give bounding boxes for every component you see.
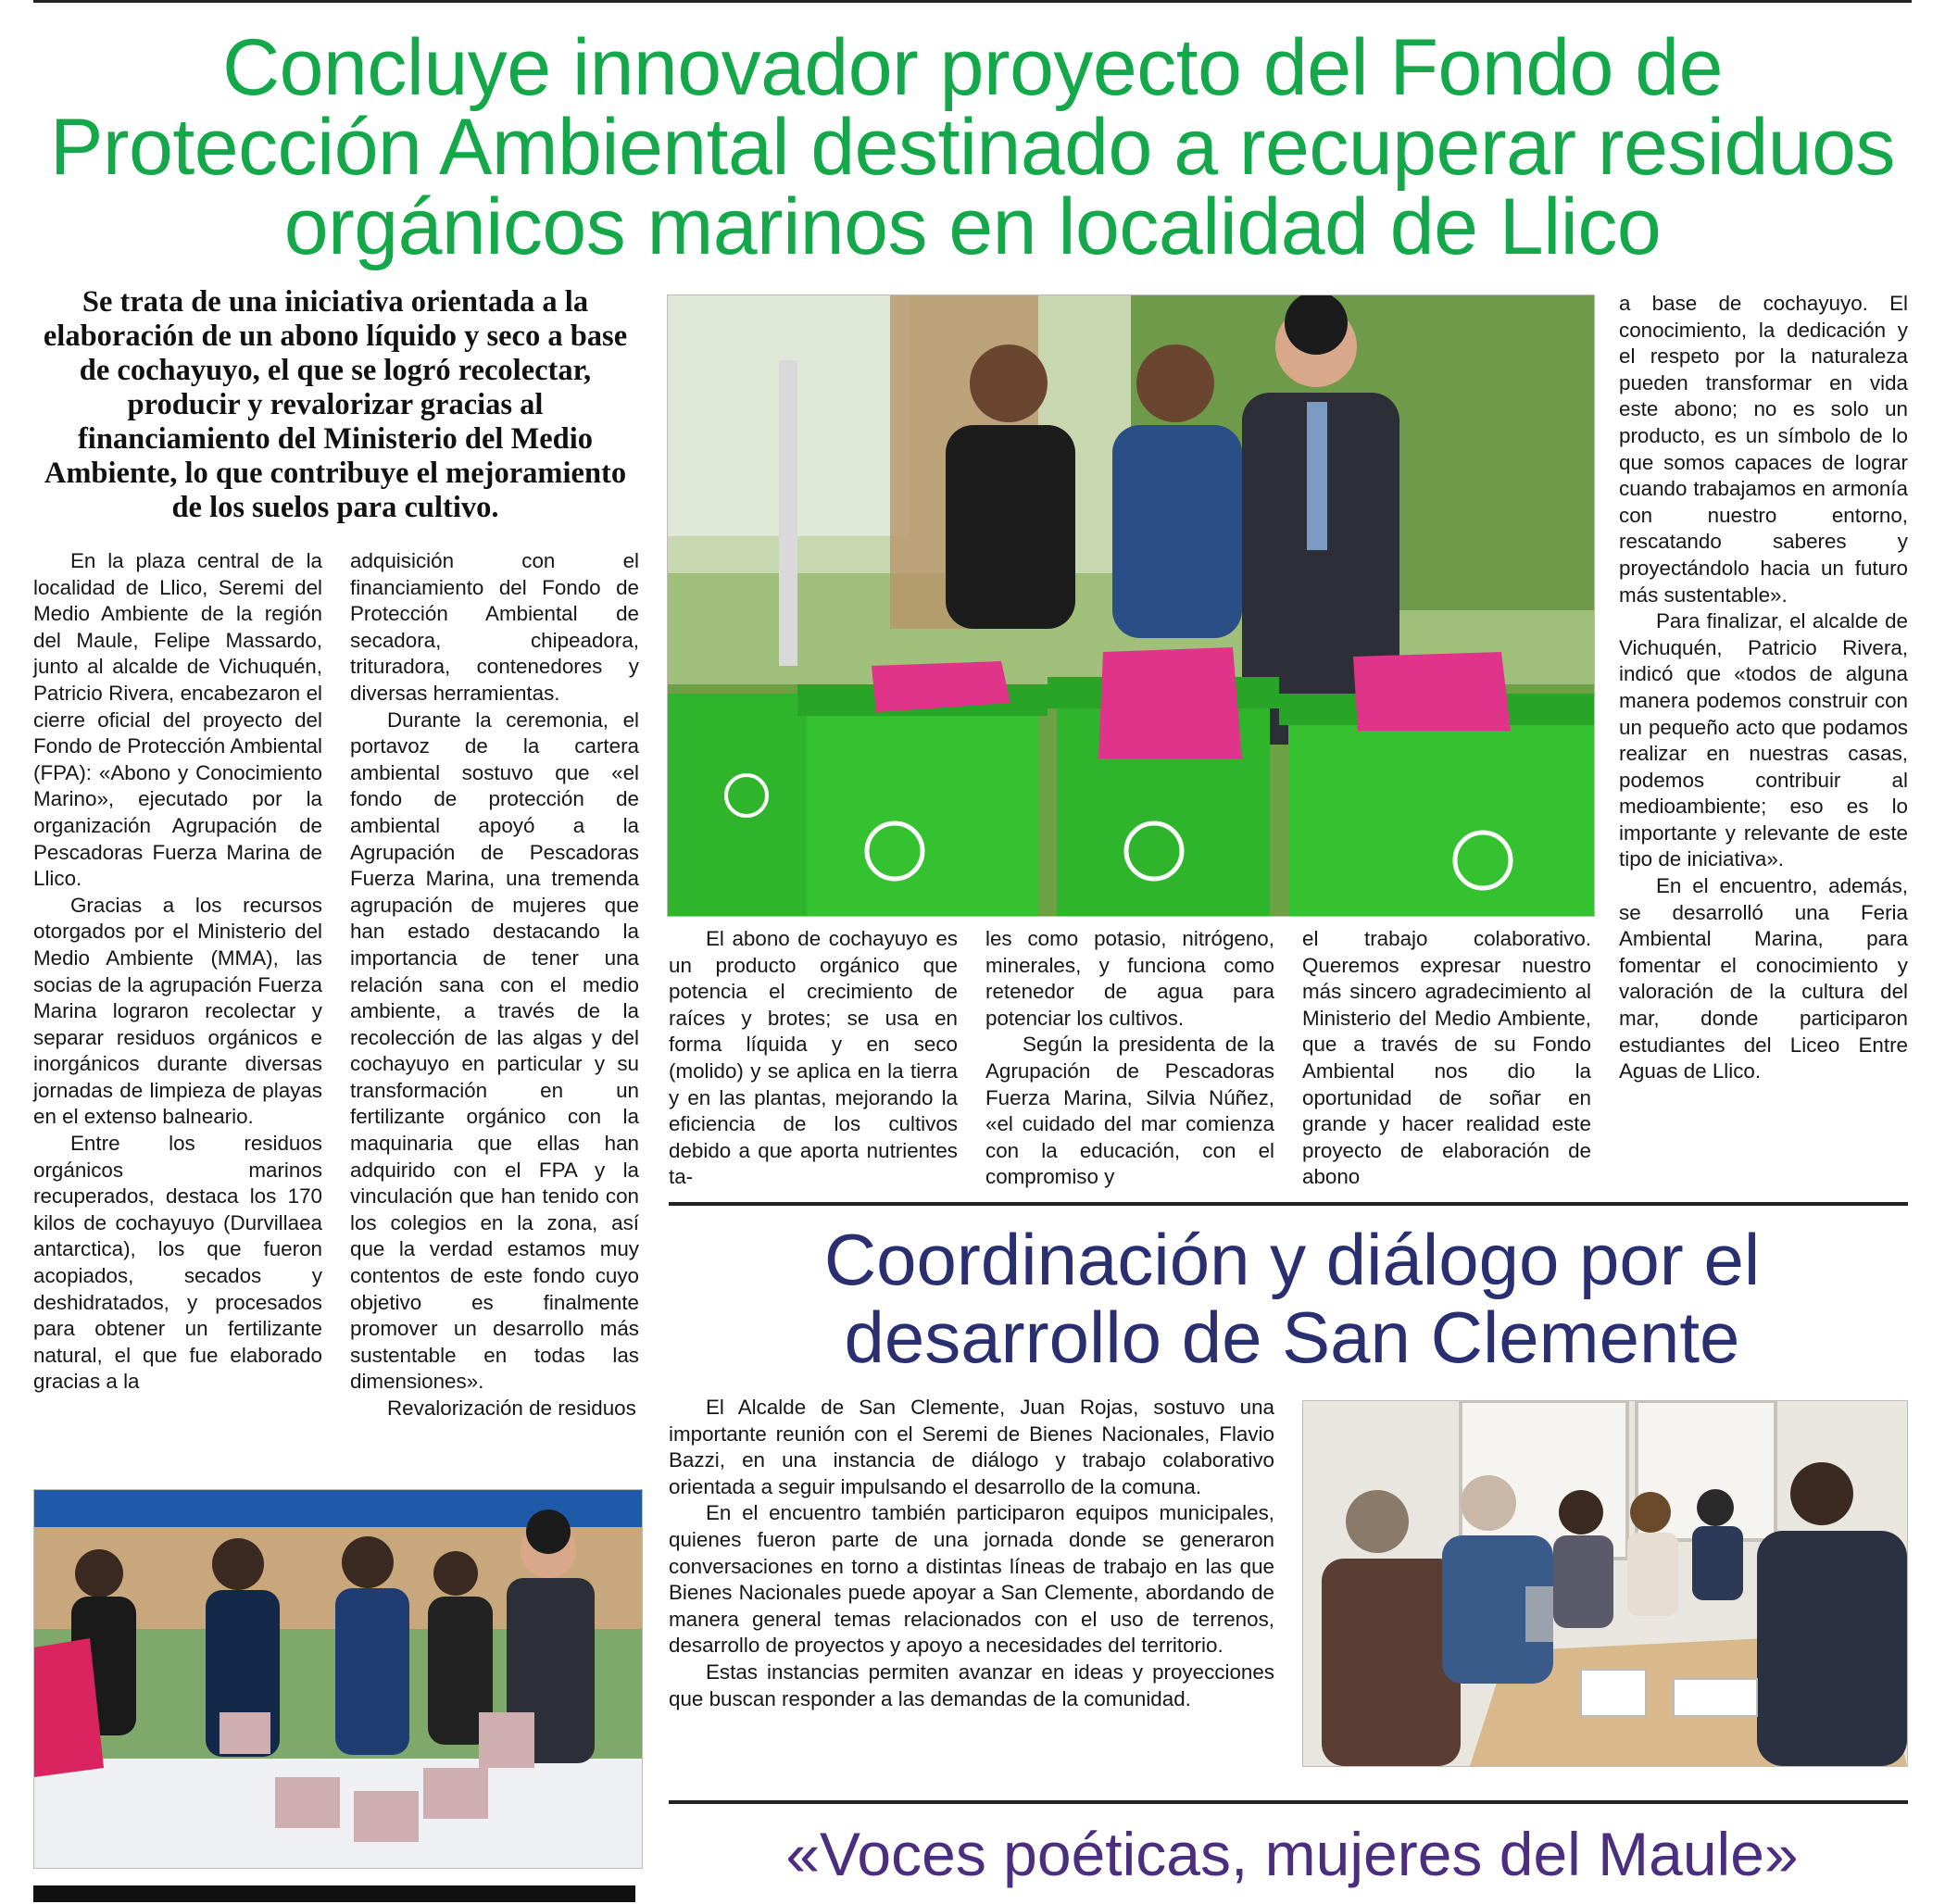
paragraph: Durante la ceremonia, el portavoz de la cartera ambiental sostuvo que «el fondo de protección de ambiental apoyó a la Agrupación de Pescadoras Fuerza Marina, una tremenda agrupación de mujeres que han estado destacando la importancia de tener una relación sana con el medio ambiente, a través de la recolección de las algas y del cochayuyo en particular y su transformación en un fertilizante orgánico con la maquinaria que ellas han adquirido con el FPA y la vinculación que han tenido con los colegios en la zona, así que la verdad estamos muy contentos de este fondo cuyo objetivo es finalmente promover un desarrollo más sustentable en todas las dimensiones». (350, 708, 639, 1394)
section-divider (669, 1202, 1908, 1206)
paragraph: Según la presidenta de la Agrupación de Pescadoras Fuerza Marina, Silvia Núñez, «el cuidado del mar comienza con la educación, con el compromiso y (985, 1033, 1274, 1189)
photo-product-bags (33, 1489, 643, 1869)
paragraph: Gracias a los recursos otorgados por el Ministerio del Medio Ambiente (MMA), las socias de la agrupación Fuerza Marina lograron recolectar y separar residuos orgánicos e inorgánicos durante diversas jornadas de limpieza de playas en el extenso balneario. (33, 893, 322, 1129)
article1-column-3 (669, 926, 958, 1191)
paragraph: adquisición con el financiamiento del Fondo de Protección Ambiental de secadora, chipeadora, trituradora, contenedores y diversas herramientas. (350, 549, 639, 705)
paragraph: El Alcalde de San Clemente, Juan Rojas, sostuvo una importante reunión con el Seremi de Bienes Nacionales, Flavio Bazzi, en una instancia de diálogo y trabajo colaborativo orientada a seguir impulsando el desarrollo de la comuna. (669, 1396, 1274, 1498)
article1-column-5 (1302, 926, 1591, 1191)
article2-headline: Coordinación y diálogo por el desarrollo de San Clemente (823, 1219, 1761, 1378)
section-divider (669, 1800, 1908, 1804)
photo-meeting (1302, 1400, 1908, 1767)
bottom-left-bar (33, 1885, 635, 1902)
article3-headline: «Voces poéticas, mujeres del Maule» (785, 1820, 1799, 1888)
article1-lead: Se trata de una iniciativa orientada a la elaboración de un abono líquido y seco a base de cochayuyo, el que se logró recolectar, producir y revalorizar gracias al financiamiento del Ministerio del Medio Ambiente, lo que contribuye el mejoramiento de los suelos para cultivo. (43, 285, 628, 524)
top-rule (33, 0, 1912, 3)
paragraph: En la plaza central de la localidad de Llico, Seremi del Medio Ambiente de la región del Maule, Felipe Massardo, junto al alcalde de Vichuquén, Patricio Rivera, encabezaron el cierre oficial del proyecto del Fondo de Protección Ambiental (FPA): «Abono y Conocimiento Marino», ejecutado por la organización Agrupación de Pescadoras Fuerza Marina de Llico. (33, 549, 322, 891)
paragraph: a base de cochayuyo. El conocimiento, la dedicación y el respeto por la naturaleza pueden transformar en vida este abono; no es solo un producto, es un símbolo de lo que somos capaces de lograr cuando trabajamos en armonía con nuestro entorno, rescatando saberes y proyectándolo hacia un futuro más sustentable». (1619, 292, 1908, 607)
article1-column-2 (350, 548, 639, 1422)
paragraph: el trabajo colaborativo. Queremos expresar nuestro más sincero agradecimiento al Ministerio del Medio Ambiente, que a través de su Fondo Ambiental nos dio la oportunidad de soñar en grande y hacer realidad este proyecto de elaboración de abono (1302, 927, 1591, 1189)
paragraph: Entre los residuos orgánicos marinos recuperados, destaca los 170 kilos de cochayuyo (Durvillaea antarctica), los que fueron acopiados, secados y deshidratados, y procesados para obtener un fertilizante natural, el que fue elaborado gracias a la (33, 1132, 322, 1394)
article1-headline: Concluye innovador proyecto del Fondo de Protección Ambiental destinado a recuperar residuos orgánicos marinos en localidad de Llico (50, 23, 1895, 271)
article1-column-4 (985, 926, 1274, 1191)
paragraph: El abono de cochayuyo es un producto orgánico que potencia el crecimiento de raíces y brotes; se usa en forma líquida y en seco (molido) y se aplica en la tierra y en las plantas, mejorando la eficiencia de los cultivos debido a que aporta nutrientes ta- (669, 927, 958, 1189)
article1-column-6 (1619, 291, 1908, 1085)
paragraph: En el encuentro también participaron equipos municipales, quienes fueron parte de una jornada donde se generaron conversaciones en torno a distintas líneas de trabajo en las que Bienes Nacionales puede apoyar a San Clemente, abordando de manera general temas relacionados con el uso de terrenos, desarrollo de proyectos y apoyo a necesidades del territorio. (669, 1501, 1274, 1658)
article1-column-1 (33, 548, 322, 1396)
photo-green-bins (667, 294, 1595, 917)
paragraph: En el encuentro, además, se desarrolló una Feria Ambiental Marina, para fomentar el conocimiento y valoración de la cultura del mar, donde participaron estudiantes del Liceo Entre Aguas de Llico. (1619, 874, 1908, 1084)
paragraph: Para finalizar, el alcalde de Vichuquén, Patricio Rivera, indicó que «todos de alguna manera podemos construir con un pequeño acto que podamos realizar en nuestras casas, podemos contribuir al medioambiente; eso es lo importante y relevante de este tipo de iniciativa». (1619, 609, 1908, 871)
article2-body (669, 1395, 1274, 1712)
paragraph: les como potasio, nitrógeno, minerales, y funciona como retenedor de agua para potenciar los cultivos. (985, 927, 1274, 1030)
subheading: Revalorización de residuos (387, 1397, 636, 1420)
paragraph: Estas instancias permiten avanzar en ideas y proyecciones que buscan responder a las demandas de la comunidad. (669, 1660, 1274, 1710)
